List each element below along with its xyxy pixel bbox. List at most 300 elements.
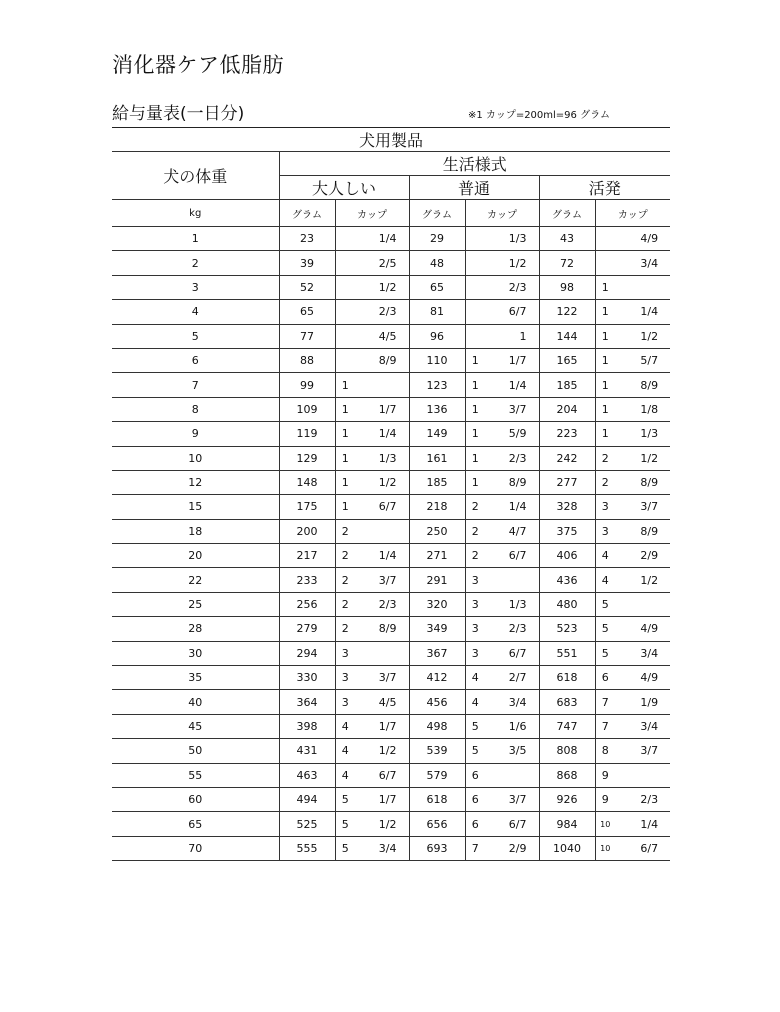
table-row bbox=[112, 348, 670, 372]
normal-gram-cell: 123 bbox=[409, 373, 465, 397]
normal-cup-whole-cell: 3 bbox=[465, 617, 485, 641]
table-row bbox=[112, 592, 670, 616]
calm-cup-fraction-cell: 3/7 bbox=[355, 666, 409, 690]
normal-gram-cell: 656 bbox=[409, 812, 465, 836]
table-row bbox=[112, 641, 670, 665]
normal-cup-whole-cell: 1 bbox=[465, 422, 485, 446]
normal-gram-cell: 320 bbox=[409, 592, 465, 616]
weight-cell: 5 bbox=[112, 324, 279, 348]
unit-gram-calm: グラム bbox=[279, 200, 335, 227]
table-row bbox=[112, 495, 670, 519]
normal-cup-whole-cell bbox=[465, 251, 485, 275]
active-cup-whole-cell: 1 bbox=[595, 397, 615, 421]
active-cup-whole-cell: 8 bbox=[595, 739, 615, 763]
active-gram-cell: 43 bbox=[539, 227, 595, 251]
normal-gram-cell: 291 bbox=[409, 568, 465, 592]
calm-cup-whole-cell bbox=[335, 300, 355, 324]
active-cup-fraction-cell: 4/9 bbox=[615, 617, 670, 641]
active-gram-cell: 747 bbox=[539, 714, 595, 738]
active-cup-fraction-cell bbox=[615, 592, 670, 616]
active-cup-whole-cell: 5 bbox=[595, 617, 615, 641]
active-gram-cell: 406 bbox=[539, 544, 595, 568]
normal-cup-whole-cell: 2 bbox=[465, 544, 485, 568]
calm-cup-fraction-cell: 2/3 bbox=[355, 592, 409, 616]
table-row bbox=[112, 836, 670, 860]
active-cup-fraction-cell: 5/7 bbox=[615, 348, 670, 372]
normal-cup-whole-cell: 5 bbox=[465, 714, 485, 738]
normal-cup-fraction-cell: 1 bbox=[485, 324, 539, 348]
calm-cup-fraction-cell: 4/5 bbox=[355, 324, 409, 348]
calm-cup-fraction-cell: 1/2 bbox=[355, 275, 409, 299]
normal-cup-fraction-cell bbox=[485, 763, 539, 787]
active-gram-cell: 926 bbox=[539, 787, 595, 811]
normal-cup-whole-cell: 7 bbox=[465, 836, 485, 860]
table-row bbox=[112, 470, 670, 494]
calm-cup-fraction-cell: 1/7 bbox=[355, 397, 409, 421]
active-cup-whole-cell: 3 bbox=[595, 519, 615, 543]
weight-cell: 18 bbox=[112, 519, 279, 543]
normal-cup-fraction-cell: 1/4 bbox=[485, 495, 539, 519]
active-cup-whole-cell: 4 bbox=[595, 544, 615, 568]
weight-cell: 22 bbox=[112, 568, 279, 592]
weight-cell: 6 bbox=[112, 348, 279, 372]
unit-kg: kg bbox=[112, 200, 279, 227]
calm-cup-fraction-cell: 1/2 bbox=[355, 739, 409, 763]
weight-cell: 28 bbox=[112, 617, 279, 641]
normal-cup-fraction-cell: 2/3 bbox=[485, 617, 539, 641]
active-cup-whole-cell: 7 bbox=[595, 714, 615, 738]
calm-cup-whole-cell: 1 bbox=[335, 397, 355, 421]
active-cup-whole-cell: 7 bbox=[595, 690, 615, 714]
calm-cup-fraction-cell: 1/4 bbox=[355, 227, 409, 251]
weight-cell: 50 bbox=[112, 739, 279, 763]
active-cup-fraction-cell: 8/9 bbox=[615, 519, 670, 543]
table-row bbox=[112, 714, 670, 738]
normal-cup-fraction-cell: 6/7 bbox=[485, 544, 539, 568]
calm-cup-whole-cell bbox=[335, 251, 355, 275]
normal-gram-cell: 149 bbox=[409, 422, 465, 446]
calm-gram-cell: 431 bbox=[279, 739, 335, 763]
normal-cup-whole-cell bbox=[465, 227, 485, 251]
weight-cell: 8 bbox=[112, 397, 279, 421]
calm-gram-cell: 200 bbox=[279, 519, 335, 543]
active-cup-whole-cell: 3 bbox=[595, 495, 615, 519]
weight-cell: 45 bbox=[112, 714, 279, 738]
active-gram-cell: 1040 bbox=[539, 836, 595, 860]
weight-cell: 15 bbox=[112, 495, 279, 519]
weight-cell: 4 bbox=[112, 300, 279, 324]
normal-gram-cell: 218 bbox=[409, 495, 465, 519]
normal-cup-whole-cell: 1 bbox=[465, 373, 485, 397]
calm-gram-cell: 88 bbox=[279, 348, 335, 372]
calm-gram-cell: 23 bbox=[279, 227, 335, 251]
normal-cup-whole-cell: 3 bbox=[465, 568, 485, 592]
active-cup-fraction-cell: 1/4 bbox=[615, 300, 670, 324]
normal-cup-whole-cell bbox=[465, 300, 485, 324]
calm-cup-whole-cell: 1 bbox=[335, 495, 355, 519]
normal-cup-fraction-cell bbox=[485, 568, 539, 592]
active-cup-whole-cell: 9 bbox=[595, 787, 615, 811]
calm-gram-cell: 294 bbox=[279, 641, 335, 665]
active-cup-fraction-cell: 4/9 bbox=[615, 666, 670, 690]
normal-cup-whole-cell: 2 bbox=[465, 519, 485, 543]
normal-cup-whole-cell: 5 bbox=[465, 739, 485, 763]
normal-gram-cell: 110 bbox=[409, 348, 465, 372]
normal-cup-whole-cell: 1 bbox=[465, 470, 485, 494]
unit-header-row bbox=[112, 200, 670, 227]
normal-cup-fraction-cell: 6/7 bbox=[485, 641, 539, 665]
active-cup-fraction-cell bbox=[615, 275, 670, 299]
normal-gram-cell: 498 bbox=[409, 714, 465, 738]
normal-gram-cell: 539 bbox=[409, 739, 465, 763]
active-cup-fraction-cell: 3/4 bbox=[615, 714, 670, 738]
weight-cell: 7 bbox=[112, 373, 279, 397]
product-header-row bbox=[112, 128, 670, 152]
active-cup-fraction-cell: 2/9 bbox=[615, 544, 670, 568]
calm-cup-whole-cell: 1 bbox=[335, 470, 355, 494]
weight-cell: 65 bbox=[112, 812, 279, 836]
calm-cup-whole-cell bbox=[335, 227, 355, 251]
active-cup-fraction-cell: 1/3 bbox=[615, 422, 670, 446]
active-cup-whole-cell: 1 bbox=[595, 348, 615, 372]
active-cup-whole-cell: 1 bbox=[595, 275, 615, 299]
normal-gram-cell: 579 bbox=[409, 763, 465, 787]
active-cup-whole-cell: 2 bbox=[595, 470, 615, 494]
normal-cup-fraction-cell: 1/4 bbox=[485, 373, 539, 397]
calm-cup-whole-cell bbox=[335, 275, 355, 299]
active-cup-whole-cell: 9 bbox=[595, 763, 615, 787]
active-gram-cell: 868 bbox=[539, 763, 595, 787]
active-cup-whole-cell: 10 bbox=[595, 836, 615, 860]
active-gram-cell: 204 bbox=[539, 397, 595, 421]
calm-cup-whole-cell: 4 bbox=[335, 714, 355, 738]
table-row bbox=[112, 739, 670, 763]
active-cup-fraction-cell: 1/2 bbox=[615, 446, 670, 470]
calm-gram-cell: 119 bbox=[279, 422, 335, 446]
active-cup-fraction-cell: 3/4 bbox=[615, 251, 670, 275]
active-gram-cell: 165 bbox=[539, 348, 595, 372]
normal-cup-whole-cell: 4 bbox=[465, 666, 485, 690]
table-row bbox=[112, 568, 670, 592]
active-gram-cell: 984 bbox=[539, 812, 595, 836]
active-cup-whole-cell: 5 bbox=[595, 641, 615, 665]
calm-gram-cell: 99 bbox=[279, 373, 335, 397]
active-gram-cell: 618 bbox=[539, 666, 595, 690]
calm-cup-fraction-cell bbox=[355, 641, 409, 665]
product-header: 犬用製品 bbox=[112, 128, 670, 152]
normal-gram-cell: 65 bbox=[409, 275, 465, 299]
normal-cup-fraction-cell: 2/3 bbox=[485, 446, 539, 470]
lifestyle-header-row bbox=[112, 152, 670, 176]
calm-cup-fraction-cell bbox=[355, 519, 409, 543]
calm-cup-whole-cell: 1 bbox=[335, 422, 355, 446]
normal-cup-fraction-cell: 3/7 bbox=[485, 397, 539, 421]
weight-cell: 25 bbox=[112, 592, 279, 616]
normal-cup-whole-cell bbox=[465, 324, 485, 348]
calm-cup-fraction-cell: 1/3 bbox=[355, 446, 409, 470]
normal-gram-cell: 349 bbox=[409, 617, 465, 641]
weight-cell: 3 bbox=[112, 275, 279, 299]
calm-cup-whole-cell: 5 bbox=[335, 812, 355, 836]
unit-cup-normal: カップ bbox=[465, 200, 539, 227]
calm-gram-cell: 77 bbox=[279, 324, 335, 348]
active-cup-whole-cell: 1 bbox=[595, 300, 615, 324]
unit-gram-normal: グラム bbox=[409, 200, 465, 227]
calm-cup-whole-cell bbox=[335, 348, 355, 372]
table-row bbox=[112, 617, 670, 641]
normal-gram-cell: 693 bbox=[409, 836, 465, 860]
calm-cup-whole-cell: 5 bbox=[335, 787, 355, 811]
active-gram-cell: 242 bbox=[539, 446, 595, 470]
weight-cell: 60 bbox=[112, 787, 279, 811]
normal-cup-fraction-cell: 8/9 bbox=[485, 470, 539, 494]
calm-cup-whole-cell: 5 bbox=[335, 836, 355, 860]
normal-gram-cell: 412 bbox=[409, 666, 465, 690]
normal-gram-cell: 250 bbox=[409, 519, 465, 543]
normal-cup-whole-cell: 2 bbox=[465, 495, 485, 519]
normal-gram-cell: 367 bbox=[409, 641, 465, 665]
group-header-calm: 大人しい bbox=[279, 176, 409, 200]
normal-gram-cell: 81 bbox=[409, 300, 465, 324]
active-gram-cell: 185 bbox=[539, 373, 595, 397]
active-cup-whole-cell: 1 bbox=[595, 324, 615, 348]
weight-cell: 40 bbox=[112, 690, 279, 714]
normal-cup-whole-cell: 6 bbox=[465, 787, 485, 811]
active-gram-cell: 551 bbox=[539, 641, 595, 665]
active-gram-cell: 683 bbox=[539, 690, 595, 714]
active-cup-fraction-cell: 3/7 bbox=[615, 739, 670, 763]
active-cup-fraction-cell bbox=[615, 763, 670, 787]
weight-cell: 10 bbox=[112, 446, 279, 470]
weight-cell: 30 bbox=[112, 641, 279, 665]
active-cup-whole-cell: 4 bbox=[595, 568, 615, 592]
calm-cup-whole-cell: 2 bbox=[335, 544, 355, 568]
calm-cup-fraction-cell: 3/4 bbox=[355, 836, 409, 860]
weight-cell: 2 bbox=[112, 251, 279, 275]
calm-gram-cell: 52 bbox=[279, 275, 335, 299]
calm-gram-cell: 398 bbox=[279, 714, 335, 738]
normal-gram-cell: 136 bbox=[409, 397, 465, 421]
calm-cup-fraction-cell: 4/5 bbox=[355, 690, 409, 714]
calm-cup-fraction-cell: 1/7 bbox=[355, 787, 409, 811]
normal-gram-cell: 161 bbox=[409, 446, 465, 470]
normal-cup-fraction-cell: 5/9 bbox=[485, 422, 539, 446]
normal-gram-cell: 29 bbox=[409, 227, 465, 251]
weight-cell: 1 bbox=[112, 227, 279, 251]
feeding-table bbox=[112, 127, 670, 861]
table-row bbox=[112, 787, 670, 811]
weight-cell: 12 bbox=[112, 470, 279, 494]
weight-header: 犬の体重 bbox=[112, 152, 279, 200]
unit-cup-calm: カップ bbox=[335, 200, 409, 227]
calm-gram-cell: 233 bbox=[279, 568, 335, 592]
calm-gram-cell: 463 bbox=[279, 763, 335, 787]
active-cup-fraction-cell: 3/7 bbox=[615, 495, 670, 519]
active-gram-cell: 122 bbox=[539, 300, 595, 324]
calm-gram-cell: 65 bbox=[279, 300, 335, 324]
normal-cup-fraction-cell: 6/7 bbox=[485, 812, 539, 836]
calm-cup-whole-cell: 2 bbox=[335, 617, 355, 641]
normal-cup-fraction-cell: 1/3 bbox=[485, 227, 539, 251]
calm-gram-cell: 175 bbox=[279, 495, 335, 519]
normal-cup-fraction-cell: 2/7 bbox=[485, 666, 539, 690]
unit-gram-active: グラム bbox=[539, 200, 595, 227]
active-cup-whole-cell: 2 bbox=[595, 446, 615, 470]
active-cup-fraction-cell: 1/8 bbox=[615, 397, 670, 421]
table-row bbox=[112, 763, 670, 787]
normal-gram-cell: 48 bbox=[409, 251, 465, 275]
normal-cup-fraction-cell: 6/7 bbox=[485, 300, 539, 324]
table-row bbox=[112, 397, 670, 421]
calm-cup-fraction-cell: 1/4 bbox=[355, 544, 409, 568]
calm-gram-cell: 364 bbox=[279, 690, 335, 714]
active-gram-cell: 72 bbox=[539, 251, 595, 275]
normal-gram-cell: 185 bbox=[409, 470, 465, 494]
normal-cup-whole-cell: 1 bbox=[465, 397, 485, 421]
group-header-normal: 普通 bbox=[409, 176, 539, 200]
normal-cup-whole-cell: 3 bbox=[465, 592, 485, 616]
active-cup-whole-cell: 10 bbox=[595, 812, 615, 836]
table-subtitle: 給与量表(一日分) bbox=[112, 104, 245, 124]
active-cup-fraction-cell: 1/9 bbox=[615, 690, 670, 714]
calm-cup-whole-cell: 3 bbox=[335, 666, 355, 690]
weight-cell: 20 bbox=[112, 544, 279, 568]
table-row bbox=[112, 227, 670, 251]
normal-cup-whole-cell: 3 bbox=[465, 641, 485, 665]
active-cup-fraction-cell: 2/3 bbox=[615, 787, 670, 811]
normal-cup-whole-cell: 6 bbox=[465, 812, 485, 836]
active-gram-cell: 523 bbox=[539, 617, 595, 641]
active-gram-cell: 808 bbox=[539, 739, 595, 763]
normal-cup-fraction-cell: 1/6 bbox=[485, 714, 539, 738]
normal-cup-whole-cell: 1 bbox=[465, 446, 485, 470]
cup-conversion-note: ※1 カップ=200ml=96 グラム bbox=[468, 110, 610, 121]
normal-cup-whole-cell: 4 bbox=[465, 690, 485, 714]
normal-cup-fraction-cell: 3/7 bbox=[485, 787, 539, 811]
table-row bbox=[112, 519, 670, 543]
calm-cup-whole-cell: 4 bbox=[335, 739, 355, 763]
active-gram-cell: 277 bbox=[539, 470, 595, 494]
calm-gram-cell: 217 bbox=[279, 544, 335, 568]
normal-cup-fraction-cell: 1/7 bbox=[485, 348, 539, 372]
lifestyle-header: 生活様式 bbox=[279, 152, 670, 176]
active-gram-cell: 436 bbox=[539, 568, 595, 592]
calm-cup-whole-cell: 2 bbox=[335, 568, 355, 592]
calm-cup-whole-cell: 3 bbox=[335, 690, 355, 714]
weight-cell: 70 bbox=[112, 836, 279, 860]
calm-cup-whole-cell: 1 bbox=[335, 373, 355, 397]
active-cup-fraction-cell: 1/2 bbox=[615, 568, 670, 592]
calm-gram-cell: 330 bbox=[279, 666, 335, 690]
active-cup-whole-cell: 1 bbox=[595, 422, 615, 446]
active-gram-cell: 480 bbox=[539, 592, 595, 616]
calm-cup-whole-cell: 2 bbox=[335, 519, 355, 543]
active-cup-whole-cell: 6 bbox=[595, 666, 615, 690]
calm-cup-whole-cell: 4 bbox=[335, 763, 355, 787]
calm-gram-cell: 494 bbox=[279, 787, 335, 811]
active-cup-whole-cell: 1 bbox=[595, 373, 615, 397]
normal-cup-fraction-cell: 1/2 bbox=[485, 251, 539, 275]
active-gram-cell: 144 bbox=[539, 324, 595, 348]
table-row bbox=[112, 300, 670, 324]
active-cup-fraction-cell: 1/2 bbox=[615, 324, 670, 348]
active-cup-fraction-cell: 4/9 bbox=[615, 227, 670, 251]
calm-gram-cell: 109 bbox=[279, 397, 335, 421]
active-gram-cell: 223 bbox=[539, 422, 595, 446]
calm-gram-cell: 39 bbox=[279, 251, 335, 275]
group-header-active: 活発 bbox=[539, 176, 670, 200]
active-cup-whole-cell bbox=[595, 251, 615, 275]
weight-cell: 35 bbox=[112, 666, 279, 690]
active-cup-fraction-cell: 6/7 bbox=[615, 836, 670, 860]
calm-cup-fraction-cell: 2/5 bbox=[355, 251, 409, 275]
normal-gram-cell: 271 bbox=[409, 544, 465, 568]
normal-cup-fraction-cell: 2/9 bbox=[485, 836, 539, 860]
active-cup-fraction-cell: 1/4 bbox=[615, 812, 670, 836]
active-cup-whole-cell bbox=[595, 227, 615, 251]
table-row bbox=[112, 275, 670, 299]
active-gram-cell: 375 bbox=[539, 519, 595, 543]
calm-cup-fraction-cell: 6/7 bbox=[355, 763, 409, 787]
normal-cup-fraction-cell: 2/3 bbox=[485, 275, 539, 299]
calm-gram-cell: 129 bbox=[279, 446, 335, 470]
table-row bbox=[112, 373, 670, 397]
calm-gram-cell: 555 bbox=[279, 836, 335, 860]
normal-cup-whole-cell: 1 bbox=[465, 348, 485, 372]
calm-cup-fraction-cell: 3/7 bbox=[355, 568, 409, 592]
calm-gram-cell: 148 bbox=[279, 470, 335, 494]
calm-cup-fraction-cell: 1/4 bbox=[355, 422, 409, 446]
calm-gram-cell: 525 bbox=[279, 812, 335, 836]
calm-cup-fraction-cell: 1/2 bbox=[355, 812, 409, 836]
active-gram-cell: 98 bbox=[539, 275, 595, 299]
normal-cup-fraction-cell: 3/5 bbox=[485, 739, 539, 763]
calm-gram-cell: 256 bbox=[279, 592, 335, 616]
active-cup-fraction-cell: 8/9 bbox=[615, 470, 670, 494]
table-row bbox=[112, 251, 670, 275]
weight-cell: 55 bbox=[112, 763, 279, 787]
calm-cup-fraction-cell: 1/2 bbox=[355, 470, 409, 494]
active-gram-cell: 328 bbox=[539, 495, 595, 519]
normal-gram-cell: 618 bbox=[409, 787, 465, 811]
calm-cup-fraction-cell: 6/7 bbox=[355, 495, 409, 519]
normal-cup-fraction-cell: 1/3 bbox=[485, 592, 539, 616]
table-row bbox=[112, 812, 670, 836]
active-cup-fraction-cell: 8/9 bbox=[615, 373, 670, 397]
calm-cup-whole-cell: 1 bbox=[335, 446, 355, 470]
calm-cup-fraction-cell bbox=[355, 373, 409, 397]
active-cup-whole-cell: 5 bbox=[595, 592, 615, 616]
unit-cup-active: カップ bbox=[595, 200, 670, 227]
normal-gram-cell: 456 bbox=[409, 690, 465, 714]
table-row bbox=[112, 446, 670, 470]
calm-cup-fraction-cell: 1/7 bbox=[355, 714, 409, 738]
table-row bbox=[112, 422, 670, 446]
normal-gram-cell: 96 bbox=[409, 324, 465, 348]
calm-cup-whole-cell: 3 bbox=[335, 641, 355, 665]
calm-cup-fraction-cell: 8/9 bbox=[355, 348, 409, 372]
table-row bbox=[112, 544, 670, 568]
calm-cup-whole-cell: 2 bbox=[335, 592, 355, 616]
calm-cup-fraction-cell: 2/3 bbox=[355, 300, 409, 324]
calm-cup-fraction-cell: 8/9 bbox=[355, 617, 409, 641]
table-row bbox=[112, 324, 670, 348]
normal-cup-fraction-cell: 3/4 bbox=[485, 690, 539, 714]
active-cup-fraction-cell: 3/4 bbox=[615, 641, 670, 665]
table-row bbox=[112, 690, 670, 714]
normal-cup-fraction-cell: 4/7 bbox=[485, 519, 539, 543]
calm-gram-cell: 279 bbox=[279, 617, 335, 641]
